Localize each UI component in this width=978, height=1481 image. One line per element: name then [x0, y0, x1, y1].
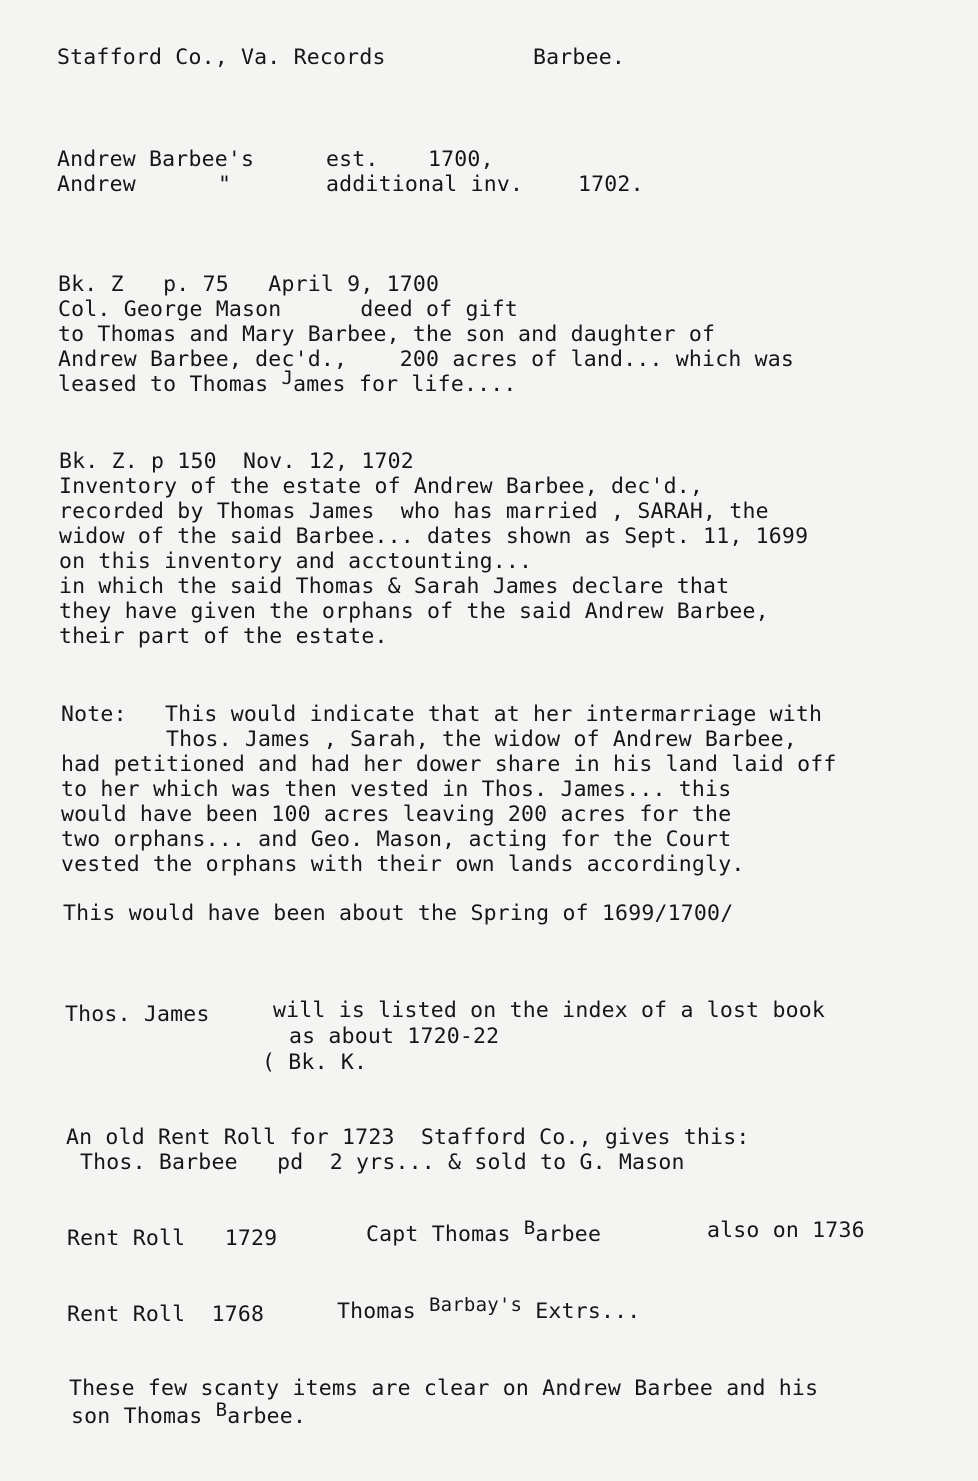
will-person: Thos. James [65, 1002, 210, 1027]
estate-name: Andrew [57, 172, 136, 197]
ditto-mark: " [218, 172, 232, 197]
inventory-reference: Bk. Z. p 150 Nov. 12, 1702 [59, 449, 414, 474]
note-line: vested the orphans with their own lands accordingly. [61, 852, 745, 877]
record-source-title: Stafford Co., Va. Records [57, 45, 386, 70]
note-line: This would indicate that at her intermarriage with [165, 702, 823, 727]
rent-roll-1736-note: also on 1736 [707, 1218, 865, 1243]
inventory-line: widow of the said Barbee... dates shown as Sept. 11, 1699 [59, 524, 809, 549]
rent-roll-1729-entry: Capt Thomas Barbee [366, 1217, 602, 1247]
closing-line: son Thomas Barbee. [71, 1399, 307, 1429]
rent-roll-1729-label: Rent Roll 1729 [67, 1226, 278, 1251]
will-line: will is listed on the index of a lost book [273, 998, 826, 1023]
deed-line: leased to Thomas James for life.... [58, 367, 517, 397]
rent-roll-intro: An old Rent Roll for 1723 Stafford Co., gives this: [66, 1125, 750, 1150]
inventory-line: recorded by Thomas James who has married , SARAH, the [59, 499, 769, 524]
will-book-reference: ( Bk. K. [262, 1050, 368, 1075]
closing-line: These few scanty items are clear on Andrew Barbee and his [69, 1376, 819, 1401]
estate-name: Andrew Barbee's [57, 147, 255, 172]
note-label: Note: [61, 702, 127, 727]
note-conclusion: This would have been about the Spring of 1699/1700/ [63, 901, 734, 926]
rent-roll-1723-entry: Thos. Barbee pd 2 yrs... & sold to G. Mason [80, 1150, 685, 1175]
will-line: as about 1720-22 [289, 1024, 500, 1049]
note-line: to her which was then vested in Thos. James... this [61, 777, 732, 802]
estate-year: 1702. [578, 172, 644, 197]
note-line: had petitioned and had her dower share in his land laid off [61, 752, 837, 777]
deed-reference: Bk. Z p. 75 April 9, 1700 [58, 272, 440, 297]
surname-heading: Barbee. [533, 45, 626, 70]
rent-roll-1768-label: Rent Roll 1768 [67, 1302, 265, 1327]
estate-year: 1700, [428, 147, 494, 172]
estate-kind: additional inv. [326, 172, 524, 197]
inventory-line: their part of the estate. [59, 624, 388, 649]
estate-kind: est. [326, 147, 379, 172]
inventory-line: on this inventory and acctounting... [59, 549, 533, 574]
note-line: Thos. James , Sarah, the widow of Andrew Barbee, [166, 727, 797, 752]
note-line: would have been 100 acres leaving 200 acres for the [61, 802, 732, 827]
rent-roll-1768-entry: Thomas Barbay's Extrs... [337, 1294, 641, 1324]
deed-line: Andrew Barbee, dec'd., 200 acres of land... which was [58, 347, 795, 372]
deed-line: Col. George Mason deed of gift [58, 297, 519, 322]
note-line: two orphans... and Geo. Mason, acting for the Court [61, 827, 732, 852]
inventory-line: in which the said Thomas & Sarah James declare that [59, 574, 730, 599]
inventory-line: Inventory of the estate of Andrew Barbee, dec'd., [59, 474, 704, 499]
deed-line: to Thomas and Mary Barbee, the son and daughter of [58, 322, 716, 347]
inventory-line: they have given the orphans of the said Andrew Barbee, [59, 599, 769, 624]
